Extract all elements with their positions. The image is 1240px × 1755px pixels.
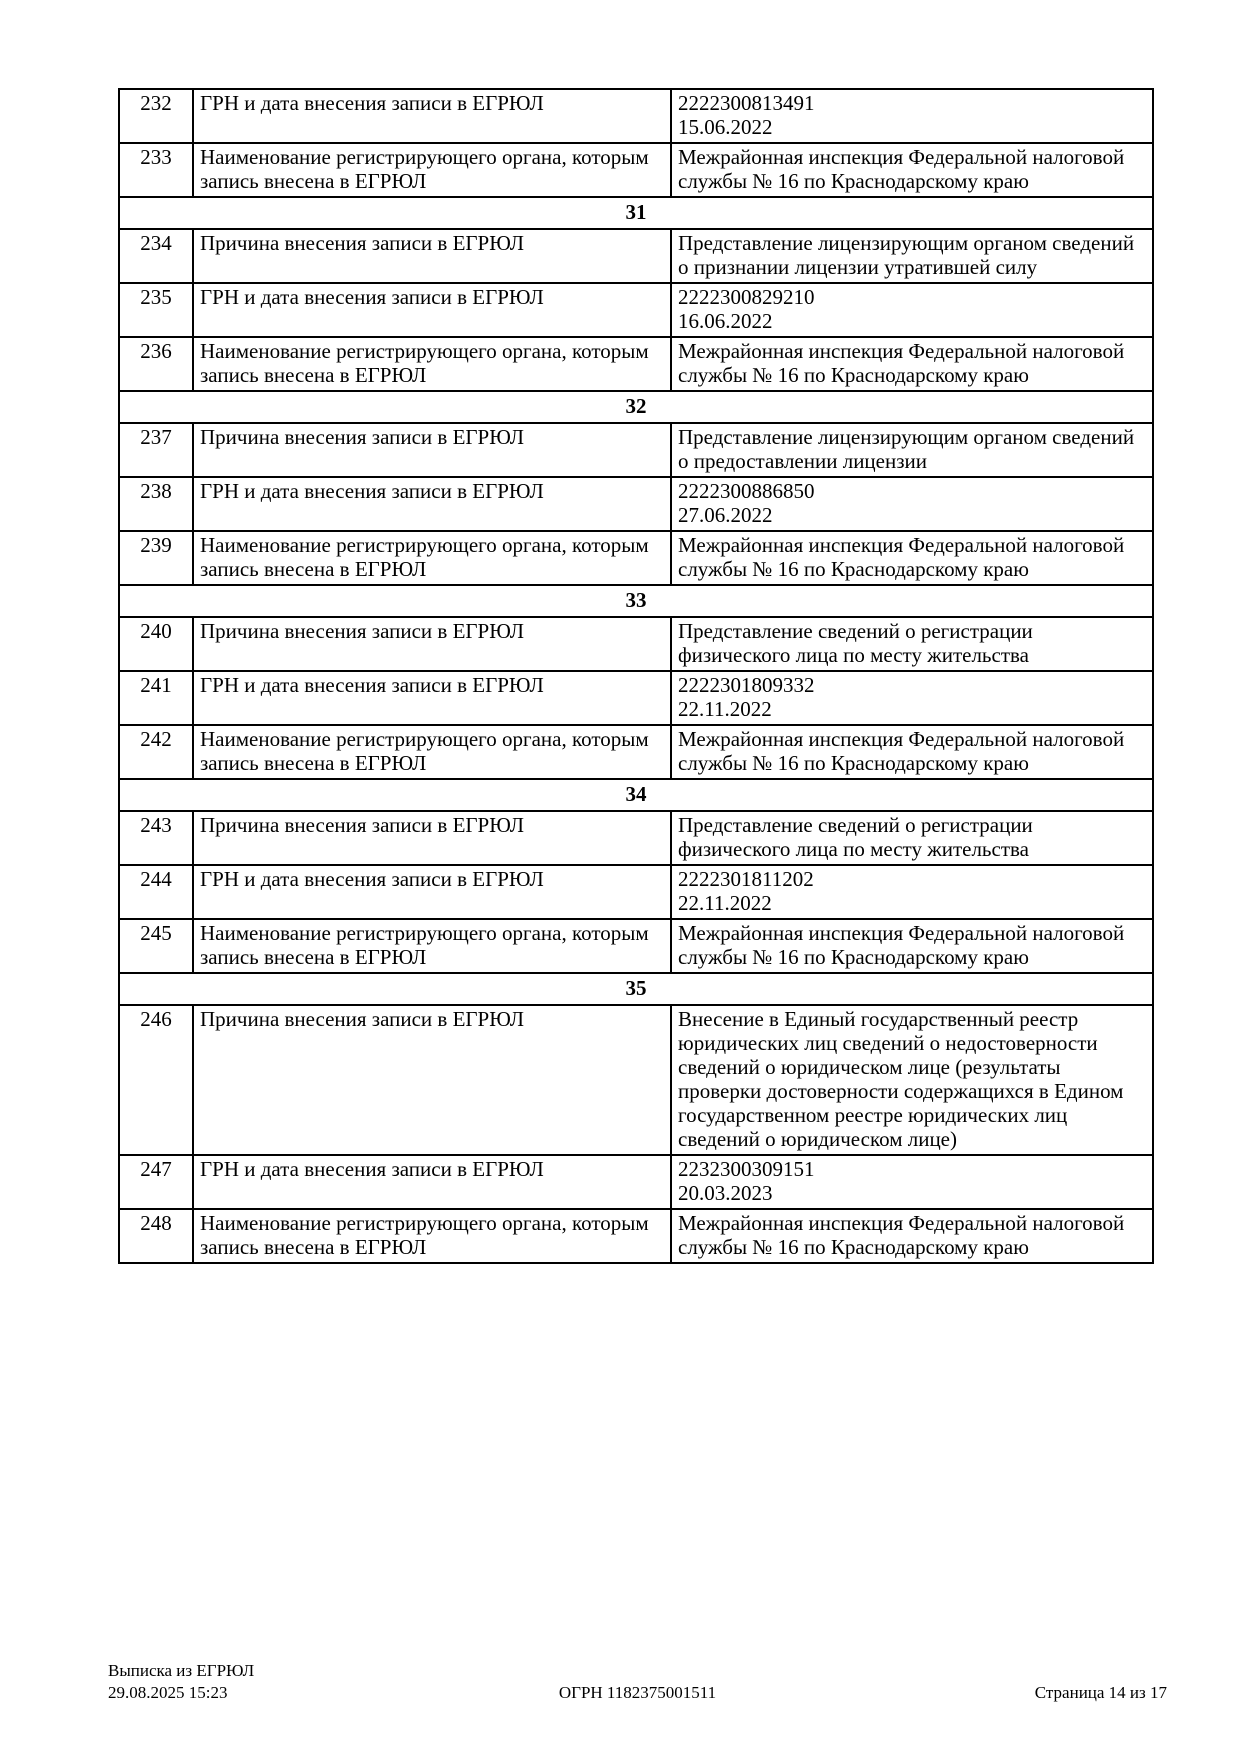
attribute-name-cell: Причина внесения записи в ЕГРЮЛ — [193, 1005, 671, 1155]
attribute-name-cell: Причина внесения записи в ЕГРЮЛ — [193, 229, 671, 283]
attribute-value-cell — [671, 531, 1153, 585]
attribute-name-cell: ГРН и дата внесения записи в ЕГРЮЛ — [193, 477, 671, 531]
footer-generated-datetime: 29.08.2025 15:23 — [108, 1683, 228, 1702]
attribute-name-cell: Причина внесения записи в ЕГРЮЛ — [193, 423, 671, 477]
section-number: 33 — [119, 585, 1153, 617]
section-header-row — [119, 585, 1153, 617]
value-line: 16.06.2022 — [678, 309, 773, 333]
section-number: 35 — [119, 973, 1153, 1005]
record-number-cell: 232 — [119, 89, 193, 143]
attribute-value-cell — [671, 229, 1153, 283]
record-number-cell: 236 — [119, 337, 193, 391]
section-number: 34 — [119, 779, 1153, 811]
value-line: 22.11.2022 — [678, 697, 772, 721]
attribute-name-cell: ГРН и дата внесения записи в ЕГРЮЛ — [193, 671, 671, 725]
attribute-name-cell: Наименование регистрирующего органа, которым запись внесена в ЕГРЮЛ — [193, 725, 671, 779]
attribute-name-cell: Наименование регистрирующего органа, которым запись внесена в ЕГРЮЛ — [193, 337, 671, 391]
value-line: 2222300886850 — [678, 479, 815, 503]
section-header-row — [119, 973, 1153, 1005]
attribute-value-cell — [671, 919, 1153, 973]
record-row-239 — [119, 531, 1153, 585]
value-line: 22.11.2022 — [678, 891, 772, 915]
value-line: Межрайонная инспекция Федеральной налоговой службы № 16 по Краснодарскому краю — [678, 339, 1125, 387]
record-number-cell: 242 — [119, 725, 193, 779]
value-line: Межрайонная инспекция Федеральной налоговой службы № 16 по Краснодарскому краю — [678, 145, 1125, 193]
egrul-records-table — [118, 88, 1154, 1264]
record-row-244 — [119, 865, 1153, 919]
section-number: 31 — [119, 197, 1153, 229]
record-row-248 — [119, 1209, 1153, 1263]
value-line: 2222301811202 — [678, 867, 814, 891]
record-number-cell: 248 — [119, 1209, 193, 1263]
value-line: Межрайонная инспекция Федеральной налоговой службы № 16 по Краснодарскому краю — [678, 533, 1125, 581]
attribute-value-cell — [671, 477, 1153, 531]
record-row-240 — [119, 617, 1153, 671]
footer-doc-type: Выписка из ЕГРЮЛ — [108, 1661, 255, 1680]
attribute-value-cell — [671, 811, 1153, 865]
section-number: 32 — [119, 391, 1153, 423]
record-row-238 — [119, 477, 1153, 531]
value-line: 2222300829210 — [678, 285, 815, 309]
attribute-value-cell — [671, 1209, 1153, 1263]
attribute-name-cell: Наименование регистрирующего органа, которым запись внесена в ЕГРЮЛ — [193, 919, 671, 973]
record-number-cell: 240 — [119, 617, 193, 671]
record-row-233 — [119, 143, 1153, 197]
record-number-cell: 247 — [119, 1155, 193, 1209]
record-row-232 — [119, 89, 1153, 143]
record-number-cell: 239 — [119, 531, 193, 585]
record-number-cell: 235 — [119, 283, 193, 337]
value-line: Представление сведений о регистрации физического лица по месту жительства — [678, 813, 1033, 861]
record-row-245 — [119, 919, 1153, 973]
value-line: 27.06.2022 — [678, 503, 773, 527]
record-number-cell: 241 — [119, 671, 193, 725]
page-footer — [108, 1660, 1167, 1706]
value-line: Межрайонная инспекция Федеральной налоговой службы № 16 по Краснодарскому краю — [678, 727, 1125, 775]
value-line: 20.03.2023 — [678, 1181, 773, 1205]
value-line: Внесение в Единый государственный реестр юридических лиц сведений о недостоверности сведений о юридическом лице (результаты проверки достоверности содержащихся в Едином государственном реестре юридических лиц сведений о юридическом лице) — [678, 1007, 1124, 1151]
egrul-table-body — [119, 89, 1153, 1263]
value-line: Представление лицензирующим органом сведений о предоставлении лицензии — [678, 425, 1135, 473]
footer-page-number: Страница 14 из 17 — [1034, 1683, 1167, 1702]
attribute-name-cell: Наименование регистрирующего органа, которым запись внесена в ЕГРЮЛ — [193, 143, 671, 197]
section-header-row — [119, 391, 1153, 423]
record-number-cell: 244 — [119, 865, 193, 919]
attribute-value-cell — [671, 617, 1153, 671]
attribute-value-cell — [671, 1005, 1153, 1155]
record-row-247 — [119, 1155, 1153, 1209]
value-line: Представление лицензирующим органом сведений о признании лицензии утратившей силу — [678, 231, 1135, 279]
record-row-235 — [119, 283, 1153, 337]
attribute-value-cell — [671, 1155, 1153, 1209]
attribute-name-cell: Наименование регистрирующего органа, которым запись внесена в ЕГРЮЛ — [193, 1209, 671, 1263]
record-row-234 — [119, 229, 1153, 283]
record-row-246 — [119, 1005, 1153, 1155]
record-row-243 — [119, 811, 1153, 865]
value-line: 2222300813491 — [678, 91, 815, 115]
record-number-cell: 238 — [119, 477, 193, 531]
attribute-value-cell — [671, 283, 1153, 337]
record-number-cell: 233 — [119, 143, 193, 197]
record-number-cell: 245 — [119, 919, 193, 973]
attribute-value-cell — [671, 423, 1153, 477]
attribute-value-cell — [671, 89, 1153, 143]
section-header-row — [119, 779, 1153, 811]
attribute-name-cell: Наименование регистрирующего органа, которым запись внесена в ЕГРЮЛ — [193, 531, 671, 585]
attribute-name-cell: ГРН и дата внесения записи в ЕГРЮЛ — [193, 865, 671, 919]
value-line: 15.06.2022 — [678, 115, 773, 139]
record-number-cell: 237 — [119, 423, 193, 477]
value-line: Межрайонная инспекция Федеральной налоговой службы № 16 по Краснодарскому краю — [678, 1211, 1125, 1259]
attribute-name-cell: ГРН и дата внесения записи в ЕГРЮЛ — [193, 89, 671, 143]
record-number-cell: 234 — [119, 229, 193, 283]
attribute-name-cell: Причина внесения записи в ЕГРЮЛ — [193, 811, 671, 865]
record-row-237 — [119, 423, 1153, 477]
attribute-value-cell — [671, 143, 1153, 197]
record-row-242 — [119, 725, 1153, 779]
attribute-name-cell: ГРН и дата внесения записи в ЕГРЮЛ — [193, 1155, 671, 1209]
value-line: Межрайонная инспекция Федеральной налоговой службы № 16 по Краснодарскому краю — [678, 921, 1125, 969]
record-number-cell: 243 — [119, 811, 193, 865]
value-line: 2222301809332 — [678, 673, 815, 697]
attribute-value-cell — [671, 725, 1153, 779]
value-line: Представление сведений о регистрации физического лица по месту жительства — [678, 619, 1033, 667]
record-number-cell: 246 — [119, 1005, 193, 1155]
attribute-name-cell: Причина внесения записи в ЕГРЮЛ — [193, 617, 671, 671]
footer-ogrn: ОГРН 1182375001511 — [558, 1683, 717, 1702]
record-row-241 — [119, 671, 1153, 725]
attribute-value-cell — [671, 671, 1153, 725]
attribute-value-cell — [671, 337, 1153, 391]
record-row-236 — [119, 337, 1153, 391]
attribute-name-cell: ГРН и дата внесения записи в ЕГРЮЛ — [193, 283, 671, 337]
value-line: 2232300309151 — [678, 1157, 815, 1181]
section-header-row — [119, 197, 1153, 229]
attribute-value-cell — [671, 865, 1153, 919]
